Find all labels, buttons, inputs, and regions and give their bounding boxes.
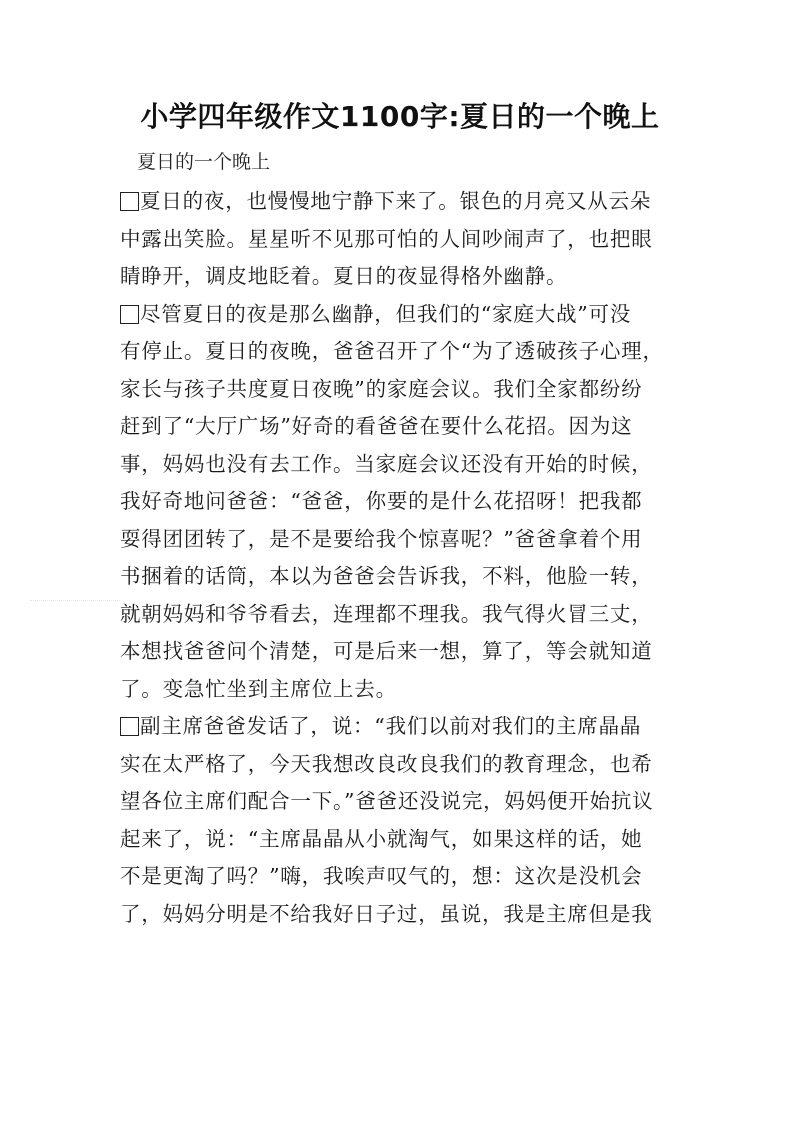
line-text: 副主席爸爸发话了，说：“我们以前对我们的主席晶晶	[140, 714, 642, 738]
body-line	[120, 221, 680, 259]
body-line	[120, 521, 680, 559]
faint-dotted-mark	[30, 600, 120, 601]
body-line	[120, 483, 680, 521]
body-line	[120, 333, 680, 371]
body-text	[120, 183, 680, 933]
body-line	[120, 596, 680, 634]
paragraph-marker-icon	[120, 305, 139, 324]
body-line	[120, 746, 680, 784]
body-line	[120, 858, 680, 896]
body-line	[120, 633, 680, 671]
line-text: 事，妈妈也没有去工作。当家庭会议还没有开始的时候，	[120, 451, 653, 476]
body-line	[120, 708, 680, 746]
body-line	[120, 408, 680, 446]
body-line	[120, 558, 680, 596]
line-text: 就朝妈妈和爷爷看去，连理都不理我。我气得火冒三丈，	[120, 601, 653, 626]
body-line	[120, 371, 680, 409]
line-text: 有停止。夏日的夜晚，爸爸召开了个“为了透破孩子心理，	[120, 339, 664, 363]
body-line	[120, 783, 680, 821]
line-text: 不是更淘了吗？”嗨，我唉声叹气的，想：这次是没机会	[120, 864, 643, 888]
line-text: 夏日的夜，也慢慢地宁静下来了。银色的月亮又从云朵	[140, 189, 652, 213]
document-title: 小学四年级作文1100字:夏日的一个晚上	[140, 100, 660, 133]
line-text: 起来了，说：“主席晶晶从小就淘气，如果这样的话，她	[120, 826, 643, 851]
line-text: 耍得团团转了，是不是要给我个惊喜呢？”爸爸拿着个用	[120, 526, 643, 551]
line-text: 我好奇地问爸爸：“爸爸，你要的是什么花招呀！把我都	[120, 489, 643, 513]
body-line	[120, 296, 680, 334]
document-subtitle: 夏日的一个晚上	[137, 151, 271, 173]
line-text: 中露出笑脸。星星听不见那可怕的人间吵闹声了，也把眼	[120, 226, 653, 251]
line-text: 家长与孩子共度夏日夜晚”的家庭会议。我们全家都纷纷	[120, 376, 643, 401]
paragraph-marker-icon	[120, 717, 139, 736]
body-line	[120, 446, 680, 484]
line-text: 赶到了“大厅广场”好奇的看爸爸在要什么花招。因为这	[120, 414, 633, 438]
body-line	[120, 183, 680, 221]
line-text: 实在太严格了，今天我想改良改良我们的教育理念，也希	[120, 751, 653, 776]
body-line	[120, 258, 680, 296]
line-text: 尽管夏日的夜是那么幽静，但我们的“家庭大战”可没	[140, 301, 632, 326]
paragraph-marker-icon	[120, 192, 139, 211]
line-text: 本想找爸爸问个清楚，可是后来一想，算了，等会就知道	[120, 639, 653, 663]
body-line	[120, 821, 680, 859]
line-text: 书捆着的话筒，本以为爸爸会告诉我，不料，他脸一转，	[120, 564, 653, 588]
line-text: 睛睁开，调皮地眨着。夏日的夜显得格外幽静。	[120, 264, 568, 288]
body-line	[120, 896, 680, 934]
line-text: 望各位主席们配合一下。”爸爸还没说完，妈妈便开始抗议	[120, 789, 654, 813]
line-text: 了。变急忙坐到主席位上去。	[120, 676, 397, 701]
line-text: 了，妈妈分明是不给我好日子过，虽说，我是主席但是我	[120, 901, 653, 926]
body-line	[120, 671, 680, 709]
